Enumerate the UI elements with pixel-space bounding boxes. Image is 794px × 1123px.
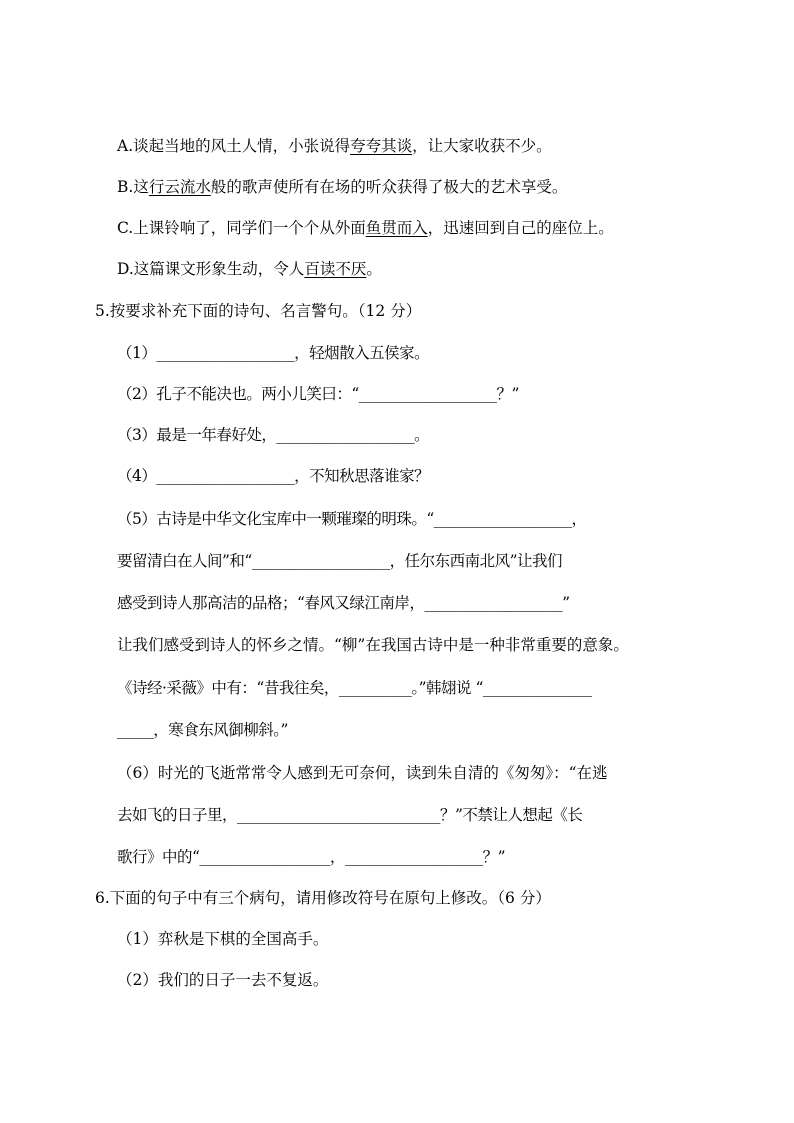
question-5-line-1: （1）___________________，轻烟散入五侯家。: [117, 344, 430, 362]
option-d: [117, 258, 382, 280]
option-d-underlined: 百读不厌: [304, 260, 367, 278]
question-5-line-5f: _____，寒食东风御柳斜。”: [117, 721, 288, 739]
option-c: [117, 217, 614, 239]
question-5-line-6c: 歌行》中的“__________________，___________________？”: [117, 848, 506, 866]
option-b: [117, 176, 567, 198]
question-5-line-5d: 让我们感受到诗人的怀乡之情。“柳”在我国古诗中是一种非常重要的意象。: [117, 636, 629, 654]
option-a: [117, 135, 552, 157]
question-5-line-6b: 去如飞的日子里，____________________________？”不禁让人想起《长: [117, 806, 583, 824]
option-a-underlined: 夸夸其谈: [350, 137, 413, 155]
question-5-line-5e: 《诗经·采薇》中有：“昔我往矣，__________。”韩翃说 “_______________: [117, 679, 592, 697]
question-5-line-5c: 感受到诗人那高洁的品格；“春风又绿江南岸，___________________”: [117, 594, 570, 612]
option-a-pre: A.谈起当地的风土人情，小张说得: [117, 137, 351, 155]
question-6-line-1: （1）弈秋是下棋的全国高手。: [117, 930, 329, 948]
option-c-post: ，迅速回到自己的座位上。: [427, 219, 614, 237]
option-d-post: 。: [366, 260, 382, 278]
question-5-line-5a: （5）古诗是中华文化宝库中一颗璀璨的明珠。“___________________，: [117, 510, 587, 528]
question-5-line-5b: 要留清白在人间”和“___________________，任尔东西南北风”让我们: [117, 552, 563, 570]
option-d-pre: D.这篇课文形象生动，令人: [117, 260, 305, 278]
question-5-title: 5.按要求补充下面的诗句、名言警句。（12 分）: [95, 302, 422, 320]
question-5-line-3: （3）最是一年春好处，___________________。: [117, 426, 430, 444]
option-b-pre: B.这: [117, 178, 149, 196]
option-c-underlined: 鱼贯而入: [365, 219, 428, 237]
question-6-title: 6.下面的句子中有三个病句，请用修改符号在原句上修改。（6 分）: [95, 889, 551, 907]
option-b-underlined: 行云流水: [148, 178, 211, 196]
question-5-line-4: （4）___________________，不知秋思落谁家？: [117, 467, 430, 485]
option-a-post: ，让大家收获不少。: [412, 137, 552, 155]
option-c-pre: C.上课铃响了，同学们一个个从外面: [117, 219, 366, 237]
option-b-post: 般的歌声使所有在场的听众获得了极大的艺术享受。: [210, 178, 568, 196]
question-5-line-2: （2）孔子不能决也。两小儿笑曰：“___________________？”: [117, 385, 519, 403]
question-6-line-2: （2）我们的日子一去不复返。: [117, 971, 329, 989]
question-5-line-6a: （6）时光的飞逝常常令人感到无可奈何，读到朱自清的《匆匆》：“在逃: [117, 764, 608, 782]
